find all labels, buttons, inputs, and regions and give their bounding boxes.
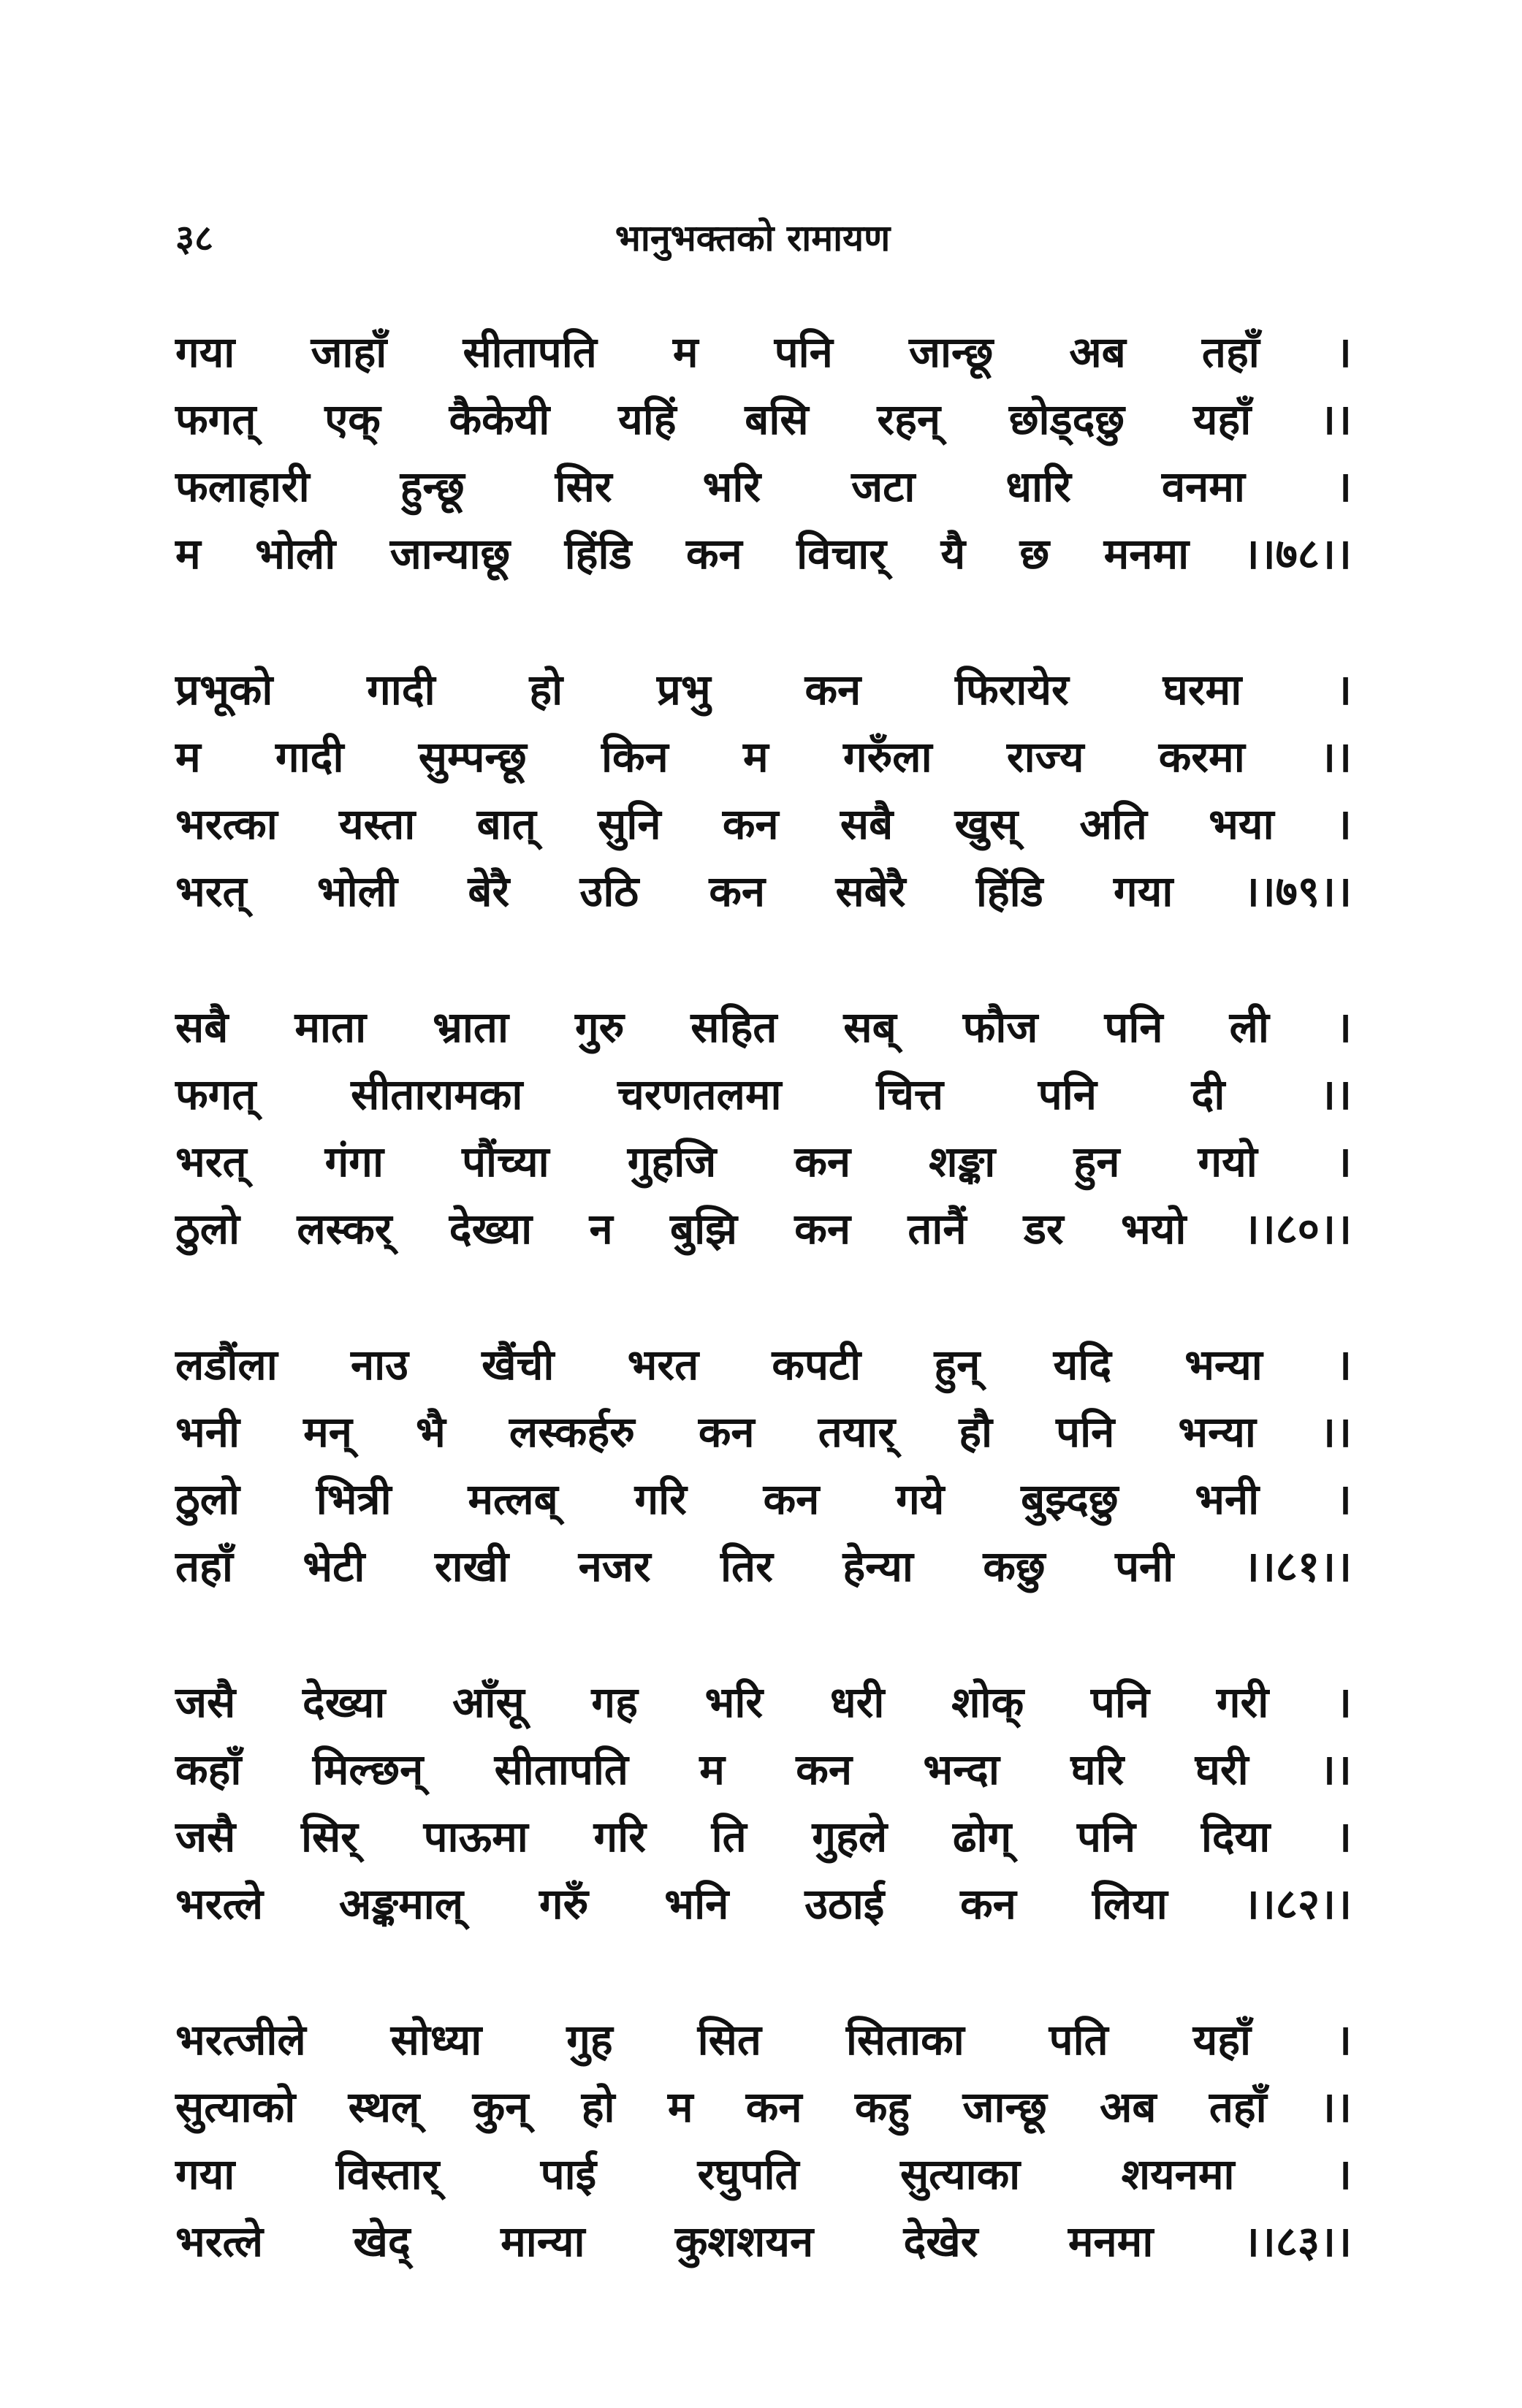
verse-word: भन्दा <box>923 1745 1000 1794</box>
verse-word: यहाँ <box>1192 395 1252 444</box>
verse-word: प्रभु <box>656 665 711 715</box>
verse-word: सुत्याको <box>175 2082 296 2132</box>
verse-mark: । <box>1336 665 1352 715</box>
verse-word: बेरै <box>468 866 510 916</box>
verse-line <box>175 2076 1352 2144</box>
verse-word: भै <box>416 1407 446 1457</box>
verse-line <box>175 523 1352 590</box>
verse-word: गादी <box>367 665 435 715</box>
verse-word: सीतापति <box>463 327 597 377</box>
verse-word: स्थल् <box>348 2082 420 2132</box>
verse-word: पनि <box>1038 1070 1097 1119</box>
verse-line <box>175 2009 1352 2076</box>
verse-word: भरत <box>627 1340 699 1390</box>
verse-word: सीतारामका <box>351 1070 523 1119</box>
verse-word: छ <box>1019 529 1050 579</box>
verse-word: हुन <box>1073 1137 1120 1186</box>
verse-mark: । <box>1335 2149 1352 2199</box>
verse-word: हुन् <box>934 1340 981 1390</box>
verse-word: हिंडि <box>564 529 632 579</box>
verse-word: पनि <box>1076 1812 1136 1862</box>
verse-line <box>175 456 1352 523</box>
verse-mark: ।।७८।। <box>1243 529 1352 579</box>
verse-mark: ।। <box>1319 1745 1352 1794</box>
verse-word: पनि <box>774 327 833 377</box>
verse-word: ढोग् <box>952 1812 1012 1862</box>
verse-word: गुहले <box>812 1812 888 1862</box>
verse-word: म <box>667 2082 693 2132</box>
verse-mark: । <box>1335 462 1352 511</box>
verse-word: हिंडि <box>975 866 1043 916</box>
verse-word: खुस् <box>954 799 1019 849</box>
verse-mark: । <box>1335 1137 1352 1186</box>
verse-word: जटा <box>851 462 916 511</box>
verse-word: हौ <box>959 1407 993 1457</box>
verse-word: कन <box>722 799 779 849</box>
verse-word: गरि <box>634 1474 687 1524</box>
verse-word: ठुलो <box>175 1474 240 1524</box>
verse-word: छोड्दछु <box>1008 395 1125 444</box>
verse-word: गुरु <box>574 1002 625 1052</box>
verse-word: फौज <box>962 1002 1038 1052</box>
verse-line <box>175 2144 1352 2211</box>
verse-word: भनि <box>664 1879 729 1929</box>
verse-word: भोली <box>316 866 398 916</box>
verse-word: भयो <box>1120 1204 1187 1254</box>
verse-mark: । <box>1335 1474 1352 1524</box>
verse-line <box>175 793 1352 861</box>
verse-word: दिया <box>1201 1812 1271 1862</box>
verse-word: बुझि <box>669 1204 737 1254</box>
verse-mark: ।। <box>1320 395 1352 444</box>
verse-word: सबै <box>175 1002 229 1052</box>
verse-word: गुह <box>566 2015 613 2065</box>
verse-word: सोध्या <box>390 2015 482 2065</box>
verse-word: पौंच्या <box>462 1137 549 1186</box>
verse-word: कन <box>960 1879 1016 1929</box>
verse-word: भरत्का <box>175 799 278 849</box>
verse-mark: ।।८३।। <box>1243 2217 1352 2266</box>
verse-mark: । <box>1335 327 1352 377</box>
verse-word: गयो <box>1198 1137 1257 1186</box>
verse-word: खैंची <box>482 1340 555 1390</box>
verse-mark: ।।८२।। <box>1243 1879 1352 1929</box>
verse-word: हो <box>529 665 563 715</box>
verse-mark: ।। <box>1320 1070 1352 1119</box>
verse-word: घरि <box>1070 1745 1125 1794</box>
verse-word: घरमा <box>1163 665 1242 715</box>
verse-word: गया <box>1114 866 1173 916</box>
verse-word: जसै <box>175 1677 236 1727</box>
verse-word: करमा <box>1158 732 1245 782</box>
verse-word: फगत् <box>175 395 256 444</box>
verse-word: मत्लब् <box>468 1474 558 1524</box>
verse-word: शोक् <box>951 1677 1024 1727</box>
stanza <box>175 321 1352 590</box>
verse-line <box>175 1334 1352 1401</box>
verse-line <box>175 389 1352 456</box>
verse-word: सहित <box>690 1002 777 1052</box>
verse-word: मनमा <box>1068 2217 1154 2266</box>
verse-mark: । <box>1336 1677 1352 1727</box>
verse-word: भनी <box>1195 1474 1260 1524</box>
verse-word: भरत्जीले <box>175 2015 306 2065</box>
verse-word: सित <box>697 2015 761 2065</box>
verse-word: कन <box>745 2082 802 2132</box>
verse-word: बसि <box>745 395 809 444</box>
verse-word: गादी <box>275 732 344 782</box>
verse-word: लस्कर्हरु <box>509 1407 635 1457</box>
verse-word: धारि <box>1005 462 1071 511</box>
verse-word: दी <box>1191 1070 1225 1119</box>
verse-word: कन <box>709 866 766 916</box>
verse-word: सुम्पन्छू <box>418 732 527 782</box>
verse-line <box>175 726 1352 793</box>
verse-line <box>175 1739 1352 1806</box>
verse-word: भनी <box>175 1407 240 1457</box>
verse-word: फिरायेर <box>954 665 1069 715</box>
verse-word: कन <box>763 1474 820 1524</box>
verse-word: कन <box>685 529 742 579</box>
verse-line <box>175 1064 1352 1131</box>
verse-word: सीतापति <box>494 1745 628 1794</box>
verse-word: कन <box>698 1407 755 1457</box>
poem-body <box>175 321 1352 2347</box>
verse-word: भरत्ले <box>175 2217 264 2266</box>
verse-line <box>175 861 1352 928</box>
verse-word: फगत् <box>175 1070 256 1119</box>
verse-word: कहु <box>854 2082 910 2132</box>
verse-word: तहाँ <box>1201 327 1260 377</box>
verse-word: मनमा <box>1103 529 1190 579</box>
verse-line <box>175 1131 1352 1198</box>
verse-word: कछु <box>983 1542 1046 1591</box>
verse-word: बात् <box>476 799 536 849</box>
verse-line <box>175 1536 1352 1603</box>
verse-word: कन <box>804 665 861 715</box>
verse-word: गरुँला <box>842 732 932 782</box>
verse-word: घरी <box>1195 1745 1249 1794</box>
verse-word: एक् <box>324 395 381 444</box>
verse-word: म <box>672 327 699 377</box>
verse-word: गुहजि <box>627 1137 717 1186</box>
verse-word: बुझ्दछु <box>1021 1474 1119 1524</box>
stanza <box>175 1334 1352 1603</box>
verse-line <box>175 1672 1352 1739</box>
verse-word: लस्कर् <box>297 1204 392 1254</box>
verse-word: चित्त <box>876 1070 944 1119</box>
verse-word: देखेर <box>903 2217 978 2266</box>
verse-word: भरत् <box>175 1137 247 1186</box>
verse-word: राज्य <box>1006 732 1084 782</box>
verse-word: रघुपति <box>697 2149 799 2199</box>
verse-word: तानैं <box>908 1204 967 1254</box>
verse-word: उठि <box>579 866 639 916</box>
verse-word: भरत् <box>175 866 247 916</box>
verse-word: देख्या <box>449 1204 533 1254</box>
verse-word: लडौंला <box>175 1340 278 1390</box>
verse-word: मन् <box>303 1407 352 1457</box>
verse-word: लिया <box>1092 1879 1168 1929</box>
verse-line <box>175 1198 1352 1265</box>
verse-mark: ।। <box>1320 2082 1352 2132</box>
verse-line <box>175 321 1352 389</box>
verse-line <box>175 1401 1352 1468</box>
verse-word: आँसू <box>452 1677 525 1727</box>
verse-word: उठाई <box>804 1879 885 1929</box>
verse-word: भोली <box>255 529 336 579</box>
verse-mark: । <box>1335 1002 1352 1052</box>
verse-word: यहिं <box>618 395 677 444</box>
verse-word: हो <box>581 2082 615 2132</box>
running-title: भानुभक्तको रामायण <box>614 217 891 259</box>
verse-mark: ।। <box>1320 732 1352 782</box>
verse-mark: । <box>1335 799 1352 849</box>
verse-word: हुन्छू <box>400 462 465 511</box>
verse-word: अति <box>1079 799 1147 849</box>
verse-word: सिर् <box>300 1812 358 1862</box>
verse-word: रहन् <box>877 395 941 444</box>
verse-word: भ्राता <box>433 1002 509 1052</box>
verse-word: भरि <box>704 1677 764 1727</box>
verse-mark: । <box>1336 2015 1352 2065</box>
verse-line <box>175 1873 1352 1940</box>
verse-word: गह <box>591 1677 638 1727</box>
verse-mark: । <box>1336 1812 1352 1862</box>
verse-word: ति <box>711 1812 747 1862</box>
verse-word: पनि <box>1104 1002 1163 1052</box>
verse-word: पति <box>1049 2015 1108 2065</box>
verse-word: तिर <box>720 1542 773 1591</box>
verse-word: गंगा <box>324 1137 384 1186</box>
verse-word: भेटी <box>303 1542 365 1591</box>
verse-word: राखी <box>434 1542 509 1591</box>
verse-word: डर <box>1023 1204 1064 1254</box>
verse-word: खेद् <box>353 2217 411 2266</box>
verse-word: सिताका <box>845 2015 964 2065</box>
verse-word: कुन् <box>472 2082 529 2132</box>
verse-word: जान्याछू <box>389 529 511 579</box>
verse-word: यदि <box>1053 1340 1112 1390</box>
verse-mark: ।।७९।। <box>1243 866 1352 916</box>
page-header <box>175 212 1330 270</box>
verse-word: कुशशयन <box>674 2217 814 2266</box>
verse-word: प्रभूको <box>175 665 273 715</box>
verse-mark: ।।८१।। <box>1243 1542 1352 1591</box>
verse-word: कहाँ <box>175 1745 242 1794</box>
verse-word: कन <box>794 1204 851 1254</box>
verse-word: धरी <box>829 1677 885 1727</box>
verse-word: तहाँ <box>1209 2082 1267 2132</box>
verse-line <box>175 2211 1352 2278</box>
verse-word: पाई <box>540 2149 597 2199</box>
verse-word: पनी <box>1115 1542 1174 1591</box>
verse-word: सुनि <box>598 799 661 849</box>
verse-word: सिर <box>555 462 612 511</box>
verse-word: न <box>589 1204 613 1254</box>
verse-word: गये <box>896 1474 945 1524</box>
verse-word: कन <box>794 1137 851 1186</box>
verse-word: म <box>699 1745 725 1794</box>
verse-word: गरि <box>593 1812 646 1862</box>
verse-word: अङ्कमाल् <box>339 1879 464 1929</box>
verse-word: गया <box>175 2149 235 2199</box>
verse-word: देख्या <box>303 1677 386 1727</box>
verse-mark: । <box>1335 1340 1352 1390</box>
verse-word: कपटी <box>772 1340 861 1390</box>
verse-word: भन्या <box>1178 1407 1256 1457</box>
verse-word: ठुलो <box>175 1204 240 1254</box>
verse-word: गया <box>175 327 235 377</box>
verse-word: शयनमा <box>1121 2149 1235 2199</box>
verse-word: कन <box>796 1745 853 1794</box>
verse-word: यै <box>940 529 966 579</box>
verse-word: कैकेयी <box>449 395 550 444</box>
verse-word: तयार् <box>818 1407 896 1457</box>
verse-word: फलाहारी <box>175 462 310 511</box>
verse-word: माता <box>294 1002 367 1052</box>
verse-word: भन्या <box>1184 1340 1263 1390</box>
stanza <box>175 2009 1352 2278</box>
verse-word: चरणतलमा <box>617 1070 782 1119</box>
verse-word: भरत्ले <box>175 1879 264 1929</box>
verse-line <box>175 1468 1352 1536</box>
verse-word: गरुँ <box>539 1879 589 1929</box>
verse-word: पनि <box>1090 1677 1150 1727</box>
verse-word: जान्छू <box>962 2082 1047 2132</box>
verse-word: मिल्छन् <box>312 1745 424 1794</box>
verse-word: यहाँ <box>1192 2015 1252 2065</box>
page-number: ३८ <box>175 217 213 259</box>
verse-word: सब् <box>843 1002 897 1052</box>
verse-word: पाऊमा <box>423 1812 528 1862</box>
verse-word: नजर <box>578 1542 651 1591</box>
verse-word: सबै <box>840 799 894 849</box>
verse-word: नाउ <box>350 1340 408 1390</box>
verse-mark: ।।८०।। <box>1243 1204 1352 1254</box>
verse-word: विचार् <box>796 529 886 579</box>
verse-word: गरी <box>1216 1677 1269 1727</box>
verse-mark: ।। <box>1320 1407 1352 1457</box>
verse-word: भया <box>1209 799 1274 849</box>
verse-word: पनि <box>1056 1407 1115 1457</box>
verse-word: भित्री <box>316 1474 392 1524</box>
verse-word: म <box>175 529 201 579</box>
stanza <box>175 659 1352 928</box>
verse-word: वनमा <box>1161 462 1245 511</box>
verse-line <box>175 659 1352 726</box>
stanza <box>175 997 1352 1265</box>
verse-word: सुत्याका <box>899 2149 1021 2199</box>
verse-line <box>175 997 1352 1064</box>
verse-word: भरि <box>702 462 761 511</box>
verse-word: अब <box>1100 2082 1157 2132</box>
verse-word: जसै <box>175 1812 236 1862</box>
verse-word: हेन्या <box>842 1542 913 1591</box>
verse-word: किन <box>601 732 669 782</box>
verse-word: शङ्का <box>929 1137 996 1186</box>
stanza <box>175 1672 1352 1940</box>
verse-word: सबेरै <box>835 866 906 916</box>
verse-word: यस्ता <box>339 799 416 849</box>
verse-word: ली <box>1229 1002 1269 1052</box>
verse-word: विस्तार् <box>335 2149 440 2199</box>
verse-word: म <box>175 732 201 782</box>
verse-line <box>175 1806 1352 1873</box>
verse-word: म <box>742 732 769 782</box>
verse-word: तहाँ <box>175 1542 233 1591</box>
verse-word: जान्छू <box>908 327 994 377</box>
verse-word: अब <box>1069 327 1126 377</box>
verse-word: मान्या <box>501 2217 585 2266</box>
verse-word: जाहाँ <box>311 327 387 377</box>
